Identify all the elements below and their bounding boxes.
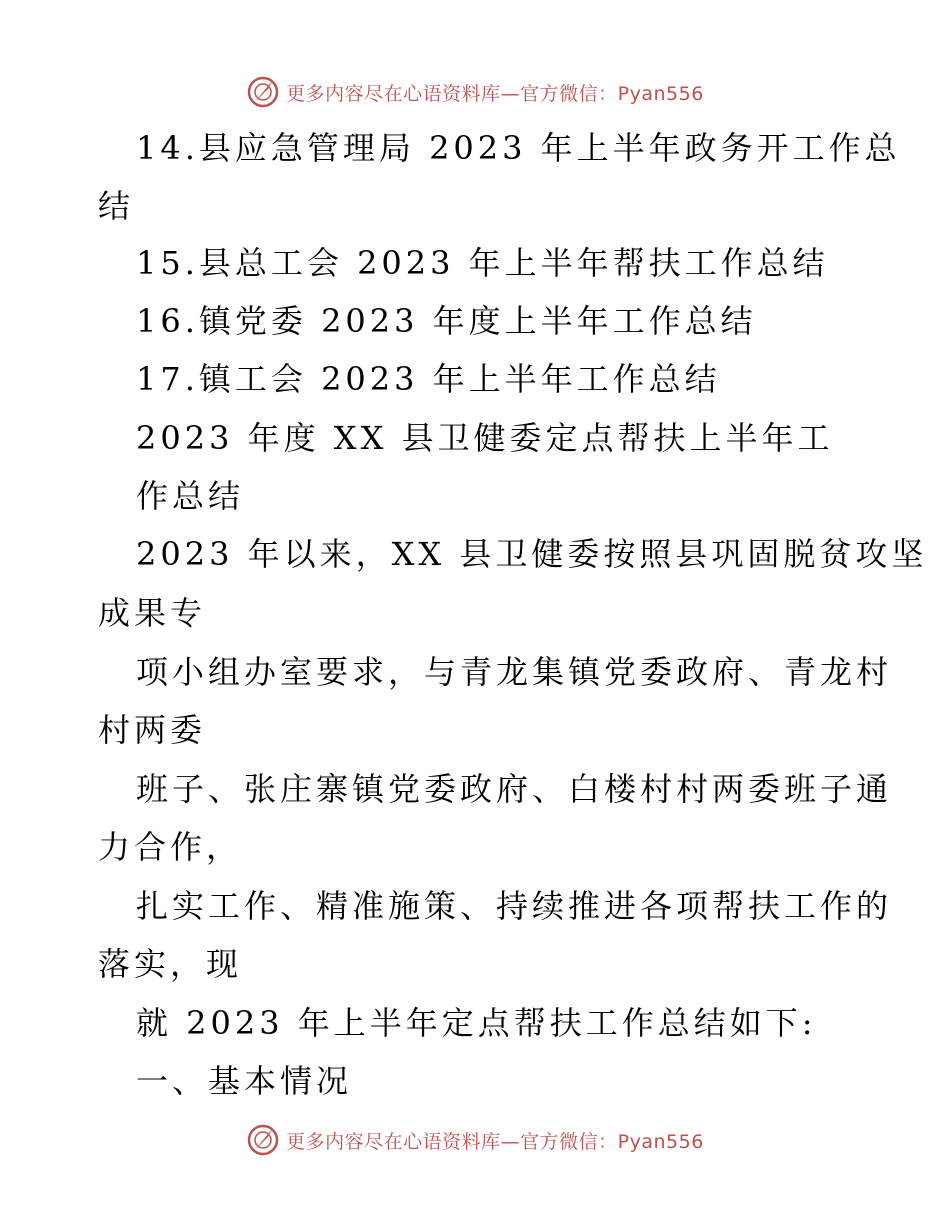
text-line: 2023 年以来，XX 县卫健委按照县巩固脱贫攻坚 (136, 535, 928, 573)
text-line: 就 2023 年上半年定点帮扶工作总结如下: (136, 1004, 817, 1042)
doc-title-line: 作总结 (136, 477, 245, 515)
text-line: 17.镇工会 2023 年上半年工作总结 (136, 360, 721, 398)
watermark-text: 更多内容尽在心语资料库—官方微信：Pyan556 (286, 1130, 704, 1153)
text-line: 成果专 (98, 594, 207, 632)
quill-logo-icon (246, 75, 280, 109)
doc-title-line: 2023 年度 XX 县卫健委定点帮扶上半年工 (136, 419, 834, 457)
text-line: 15.县总工会 2023 年上半年帮扶工作总结 (136, 244, 829, 282)
quill-logo-icon (246, 1123, 280, 1157)
text-line: 力合作， (98, 828, 243, 866)
text-line: 项小组办室要求，与青龙集镇党委政府、青龙村 (136, 653, 893, 691)
text-line: 14.县应急管理局 2023 年上半年政务开工作总 (136, 129, 901, 167)
watermark-banner-top (0, 72, 950, 112)
text-line: 扎实工作、精准施策、持续推进各项帮扶工作的 (136, 887, 893, 925)
watermark-text: 更多内容尽在心语资料库—官方微信：Pyan556 (286, 82, 704, 105)
watermark-banner-bottom (0, 1120, 950, 1160)
text-line: 村两委 (98, 711, 207, 749)
text-line: 结 (98, 187, 135, 225)
text-line: 16.镇党委 2023 年度上半年工作总结 (136, 302, 757, 340)
text-line: 班子、张庄寨镇党委政府、白楼村村两委班子通 (136, 770, 893, 808)
section-heading: 一、基本情况 (136, 1062, 353, 1100)
text-line: 落实，现 (98, 945, 243, 983)
